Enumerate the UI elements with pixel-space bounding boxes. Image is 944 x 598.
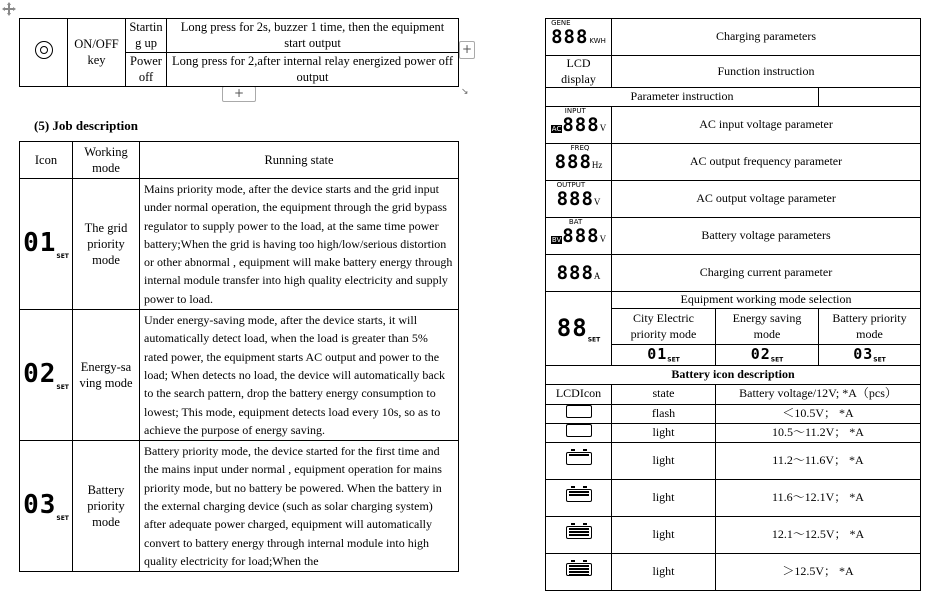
mode-label: Battery priority mode [819, 309, 921, 345]
battery-icon [566, 424, 592, 437]
battery-header-state: state [612, 384, 716, 404]
battery-state: light [612, 442, 716, 479]
key-table [19, 18, 459, 87]
battery-level-icon [546, 442, 612, 479]
add-row-button[interactable]: + [222, 86, 256, 102]
battery-icon [566, 526, 592, 539]
battery-voltage-range: 11.2～11.6V； *A [716, 442, 921, 479]
key-action: Startin g up [126, 19, 167, 53]
resize-handle-icon[interactable]: ↘ [461, 87, 469, 97]
key-name: ON/OFF key [68, 19, 126, 87]
mode-lcd-02: 02SET [716, 345, 819, 366]
battery-state: light [612, 553, 716, 590]
battery-level-icon [546, 516, 612, 553]
battery-state: flash [612, 404, 716, 423]
job-description-table [19, 141, 459, 572]
move-handle-icon[interactable] [2, 2, 16, 16]
mode-description: Under energy-saving mode, after the device starts, it will automatically detect load, when the load is greater than 5% rated power, the equipment starts AC output and power to the load; When detects no load, the device will automatically back to the search pattern, drop the battery energy consumption to lowest; This mode, equipment detects load every 10s, so as to achieve the purpose of energy saving. [140, 310, 459, 441]
mode-lcd-01: 01SET [612, 345, 716, 366]
freq-lcd-icon: FREQ 888Hz [546, 144, 612, 181]
battery-header-icon: LCDIcon [546, 384, 612, 404]
header-working-mode: Working mode [73, 142, 140, 179]
key-action: Power off [126, 52, 167, 86]
input-lcd-icon: INPUT AC888V [546, 107, 612, 144]
mode-description: Battery priority mode, the device started for the first time and the mains input under normal , equipment operation for mains priority mode, but no battery be powered. When the battery in the external charging device (such as solar charging system) after adequate power charged, equipment will automatically convert to battery energy through internal module into high quality electricity for load;When the [140, 441, 459, 572]
mode-lcd-03: 03SET [819, 345, 921, 366]
table-row [546, 404, 921, 423]
table-row [20, 310, 459, 441]
battery-state: light [612, 516, 716, 553]
mode-description: Mains priority mode, after the device starts and the grid input under normal operation, the equipment through the grid bypass regulator to supply power to the load, at the same time power battery;When the grid is having too high/low/serious distortion or other abnormal , equipment will make battery energy through internal module transfer into high quality electricity and supply power to load. [140, 179, 459, 310]
battery-icon [566, 452, 592, 465]
output-lcd-icon: OUTPUT 888V [546, 181, 612, 218]
battery-level-icon [546, 423, 612, 442]
header-running-state: Running state [140, 142, 459, 179]
param-description: AC output frequency parameter [612, 144, 921, 181]
bat-lcd-icon: BAT BV888V [546, 218, 612, 255]
param-description: Battery voltage parameters [612, 218, 921, 255]
charging-parameters: Charging parameters [612, 19, 921, 56]
battery-level-icon [546, 479, 612, 516]
battery-voltage-range: ＜10.5V； *A [716, 404, 921, 423]
mode-icon-02: 02SET [20, 310, 73, 441]
battery-voltage-range: 12.1～12.5V； *A [716, 516, 921, 553]
parameter-instruction-header: Parameter instruction [546, 88, 819, 107]
table-row [20, 441, 459, 572]
key-description: Long press for 2s, buzzer 1 time, then the equipment start output [167, 19, 459, 53]
battery-icon [566, 405, 592, 418]
mode-label: Energy saving mode [716, 309, 819, 345]
battery-state: light [612, 423, 716, 442]
mode-name: Battery priority mode [73, 441, 140, 572]
battery-icon [566, 563, 592, 576]
battery-icon-description-header: Battery icon description [546, 365, 921, 384]
mode-lcd-icon: 88SET [546, 292, 612, 366]
battery-icon [566, 489, 592, 502]
mode-icon-03: 03SET [20, 441, 73, 572]
gene-lcd-icon: GENE 888KWH [546, 19, 612, 56]
param-description: Charging current parameter [612, 255, 921, 292]
battery-voltage-range: 10.5～11.2V； *A [716, 423, 921, 442]
battery-level-icon [546, 553, 612, 590]
battery-header-voltage: Battery voltage/12V; *A（pcs） [716, 384, 921, 404]
table-row [546, 553, 921, 590]
mode-label: City Electric priority mode [612, 309, 716, 345]
battery-voltage-range: 11.6～12.1V； *A [716, 479, 921, 516]
function-instruction-header: Function instruction [612, 56, 921, 88]
table-row [546, 516, 921, 553]
param-description: AC output voltage parameter [612, 181, 921, 218]
section-heading: (5) Job description [34, 118, 138, 133]
power-key-icon-cell [20, 19, 68, 87]
table-row [546, 479, 921, 516]
mode-name: Energy-sa ving mode [73, 310, 140, 441]
add-column-button[interactable]: + [459, 41, 475, 59]
table-row [20, 179, 459, 310]
lcd-display-header: LCD display [546, 56, 612, 88]
table-row [546, 442, 921, 479]
battery-state: light [612, 479, 716, 516]
battery-level-icon [546, 404, 612, 423]
mode-name: The grid priority mode [73, 179, 140, 310]
key-description: Long press for 2,after internal relay energized power off output [167, 52, 459, 86]
table-row [546, 423, 921, 442]
lcd-parameter-table [545, 18, 921, 591]
header-icon: Icon [20, 142, 73, 179]
battery-voltage-range: ＞12.5V； *A [716, 553, 921, 590]
param-description: AC input voltage parameter [612, 107, 921, 144]
mode-icon-01: 01SET [20, 179, 73, 310]
current-lcd-icon: 888A [546, 255, 612, 292]
power-icon [35, 41, 53, 59]
mode-selection-header: Equipment working mode selection [612, 292, 921, 309]
